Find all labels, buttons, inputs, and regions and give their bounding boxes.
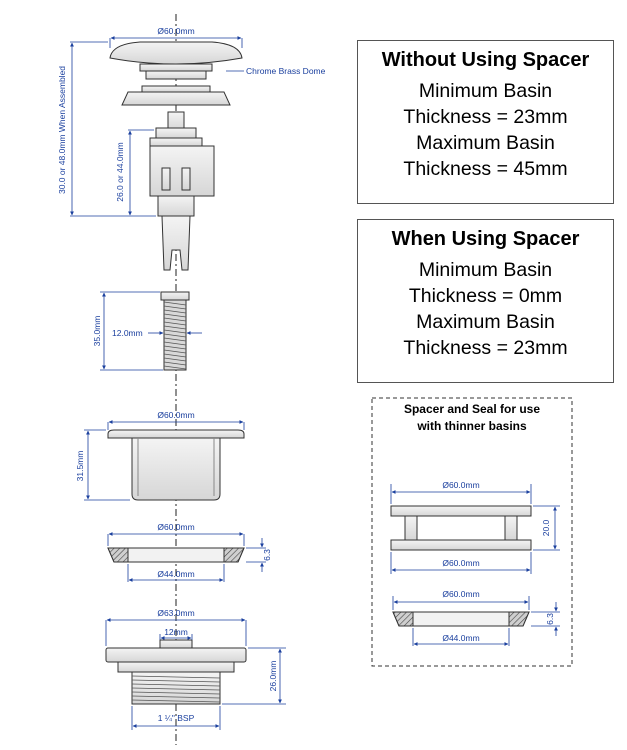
spacer xyxy=(391,506,531,550)
spacer-panel-heading-line1: Spacer and Seal for use xyxy=(403,402,541,416)
with-spacer-line: Thickness = 23mm xyxy=(403,337,568,359)
seal-inner-label: Ø44.0mm xyxy=(157,569,195,579)
with-spacer-line: Thickness = 0mm xyxy=(408,285,563,307)
waste-base xyxy=(106,640,246,704)
thread-label: 1 ¼" BSP xyxy=(157,713,195,723)
panel-seal-inner-label: Ø44.0mm xyxy=(442,633,480,643)
chrome-dome xyxy=(110,42,242,105)
base-inner-label: 12mm xyxy=(164,627,188,637)
without-spacer-box xyxy=(357,40,614,204)
seal-thickness-label: 6.3 xyxy=(262,549,272,561)
with-spacer-heading: When Using Spacer xyxy=(391,228,580,250)
spacer-panel-heading xyxy=(372,401,572,435)
spacer-bottom-label: Ø60.0mm xyxy=(442,558,480,568)
panel-seal-hatch-right xyxy=(509,612,529,626)
body-height-label: 31.5mm xyxy=(75,450,85,482)
without-spacer-heading: Without Using Spacer xyxy=(381,49,590,71)
stud-height-label: 35.0mm xyxy=(92,315,102,347)
without-spacer-line: Thickness = 23mm xyxy=(403,106,568,128)
panel-seal-outer-label: Ø60.0mm xyxy=(442,589,480,599)
with-spacer-line: Minimum Basin xyxy=(418,259,553,281)
body-width-label: Ø60.0mm xyxy=(157,410,195,420)
without-spacer-line: Maximum Basin xyxy=(416,132,555,154)
with-spacer-line: Maximum Basin xyxy=(416,311,555,333)
threaded-stud xyxy=(161,292,189,370)
stud-width-label: 12.0mm xyxy=(112,328,143,338)
seal-hatch-left xyxy=(108,548,128,562)
with-spacer-box xyxy=(357,219,614,383)
panel-seal-thickness-label: 6.3 xyxy=(545,613,555,625)
spacer-panel-heading-line2: with thinner basins xyxy=(417,419,527,433)
seal-hatch-right xyxy=(224,548,244,562)
panel-seal-hatch-left xyxy=(393,612,413,626)
seal-outer-label: Ø60.0mm xyxy=(157,522,195,532)
dome-width-label: Ø60.0mm xyxy=(157,26,195,36)
spacer-height-label: 20.0 xyxy=(541,519,551,537)
without-spacer-line: Minimum Basin xyxy=(418,80,553,102)
assembled-height-label: 30.0 or 48.0mm When Assembled xyxy=(57,65,67,195)
dome-callout: Chrome Brass Dome xyxy=(246,66,326,76)
click-mechanism xyxy=(150,112,214,270)
base-width-label: Ø63.0mm xyxy=(157,608,195,618)
without-spacer-line: Thickness = 45mm xyxy=(403,158,568,180)
spacer-top-label: Ø60.0mm xyxy=(442,480,480,490)
base-height-label: 26.0mm xyxy=(268,660,278,692)
mechanism-height-label: 26.0 or 44.0mm xyxy=(115,142,125,202)
waste-body xyxy=(108,430,244,500)
